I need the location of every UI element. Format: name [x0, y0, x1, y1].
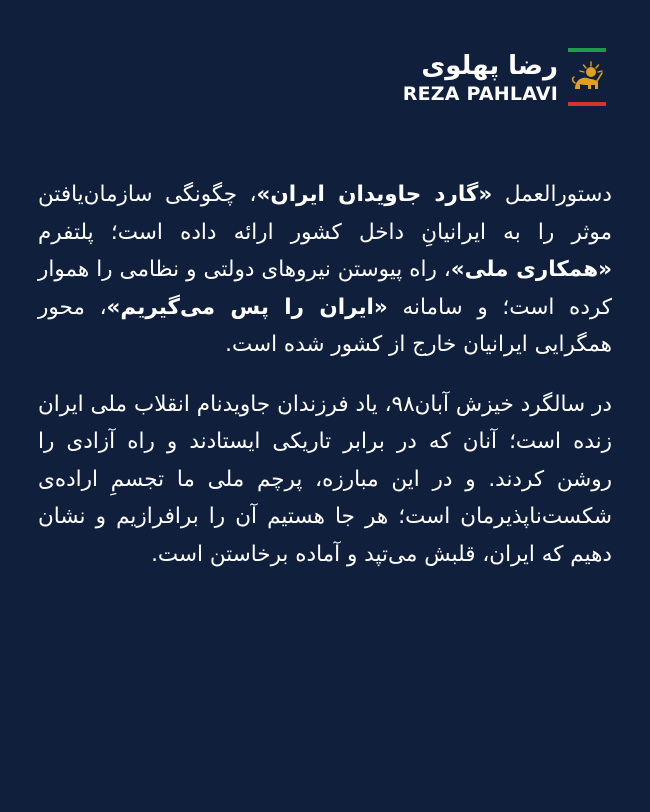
brand-text: [403, 49, 558, 105]
brand-name-english: REZA PAHLAVI: [402, 83, 558, 105]
brand-name-persian: رضا پهلوی: [421, 51, 558, 81]
flag-red-stripe: [568, 102, 606, 106]
p1-bold-gard-javidan: «گارد جاویدان ایران»: [256, 182, 493, 207]
paragraph-1: [38, 176, 612, 364]
lion-and-sun-icon: [569, 59, 605, 95]
p1-text-1: دستورالعمل: [492, 182, 612, 207]
brand-header: [403, 48, 606, 106]
paragraph-2: در سالگرد خیزش آبان۹۸، یاد فرزندان جاویدنام انقلاب ملی ایران زنده است؛ آنان که در برابر تاریکی ایستادند و راه آزادی را روشن کردند. و در این مبارزه، پرچم ملی ما تجسمِ اراده‌ی شکست‌ناپذیرمان است؛ هر جا هستیم آن را برافرازیم و نشان دهیم که ایران، قلبش می‌تپد و آماده برخاستن است.: [38, 391, 612, 567]
post-body: [38, 176, 612, 595]
p1-text-4: ، محور همگرایی ایرانیان خارج از کشور شده است.: [38, 294, 612, 357]
flag-green-stripe: [568, 48, 606, 52]
p1-text-3: ، راه پیوستن نیروهای دولتی و نظامی را هموار کرده است؛ و سامانه: [38, 257, 612, 320]
p1-bold-hamkari-melli: «همکاری ملی»: [450, 257, 612, 282]
p1-text-2: ، چگونگی سازمان‌یافتن موثر را به ایرانیانِ داخل کشور ارائه داده است؛ پلتفرم: [38, 182, 612, 245]
p1-bold-iran-ra-pas: «ایران را پس می‌گیریم»: [106, 294, 388, 320]
flag-emblem: [568, 48, 606, 106]
